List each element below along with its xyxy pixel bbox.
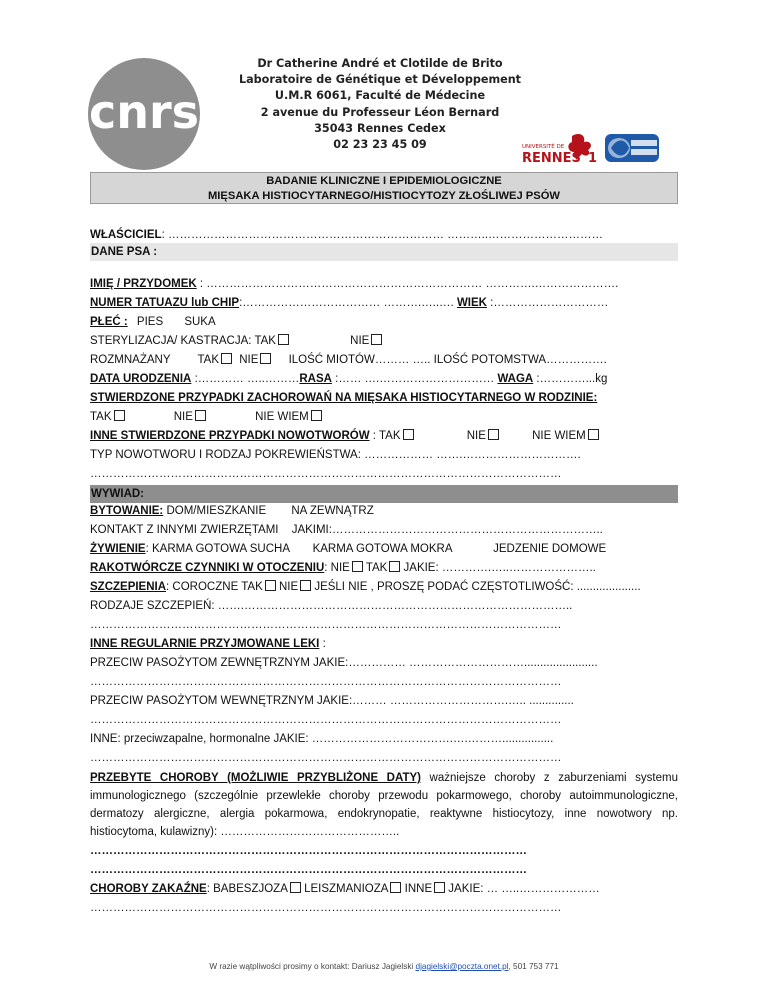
- tattoo-age-field[interactable]: [90, 295, 678, 311]
- other-cases-dontknow-checkbox[interactable]: [588, 429, 599, 440]
- owner-dots: : ……………………………………………………………… ………..…………………………: [161, 229, 604, 241]
- sterilization-no-checkbox[interactable]: [371, 334, 382, 345]
- living-home-option[interactable]: DOM/MIESZKANIE: [163, 505, 267, 517]
- litters-field[interactable]: ILOŚĆ MIOTÓW……… ….. ILOŚĆ POTOMSTWA…………….: [288, 354, 607, 366]
- svg-text:RENNES: RENNES: [522, 151, 581, 166]
- dog-name-field[interactable]: [90, 276, 678, 292]
- age-label: WIEK: [456, 297, 487, 309]
- other-cases-field: [90, 428, 678, 444]
- breeding-label: ROZMNAŻANY: [90, 354, 171, 366]
- lab-line: 02 23 23 45 09: [333, 138, 427, 152]
- footer-text: W razie wątpliwości prosimy o kontakt: Dariusz Jagielski: [209, 962, 416, 971]
- vaccination-no-label: NIE: [278, 581, 299, 593]
- family-no-label: NIE: [173, 411, 193, 423]
- vaccination-no-checkbox[interactable]: [300, 580, 311, 591]
- carcinogens-no-checkbox[interactable]: [352, 561, 363, 572]
- svg-text:cnrs: cnrs: [88, 85, 200, 139]
- dog-name-dots: : ……………………………………………………………… ………….………………….: [196, 278, 619, 290]
- carcinogens-yes-label: TAK: [365, 562, 388, 574]
- breed-label: RASA: [299, 373, 332, 385]
- weight-dots: :…………...kg: [533, 373, 608, 385]
- interview-header: WYWIAD:: [90, 485, 678, 503]
- dob-dots: :………… …..………: [191, 373, 300, 385]
- drugs-suffix: :: [319, 638, 326, 650]
- past-diseases-label: PRZEBYTE CHOROBY (MOŻLIWIE PRZYBLIŻONE DATY): [90, 772, 421, 784]
- contact-label: KONTAKT Z INNYMI ZWIERZĘTAMI: [90, 524, 279, 536]
- sex-field[interactable]: [90, 314, 678, 330]
- footer-email-link[interactable]: djagielski@poczta.onet.pl: [415, 962, 509, 971]
- other-cases-no-label: NIE: [466, 430, 486, 442]
- contact-field[interactable]: [90, 522, 678, 538]
- tattoo-label: NUMER TATUAZU lub CHIP: [90, 297, 240, 309]
- infectious-diseases-field: [90, 881, 678, 897]
- vaccination-label: SZCZEPIENIA: [90, 581, 167, 593]
- carcinogens-which[interactable]: JAKIE: ………….…..…………………..: [400, 562, 596, 574]
- dog-data-header: DANE PSA :: [90, 243, 678, 261]
- leishmaniasis-checkbox[interactable]: [390, 882, 401, 893]
- leishmaniasis-label: LEISZMANIOZA: [300, 883, 389, 895]
- tumor-type-field[interactable]: TYP NOWOTWORU I RODZAJ POKREWIEŃSTWA: ……………… …….………………………….: [90, 449, 581, 461]
- feeding-label: ŻYWIENIE: [90, 543, 146, 555]
- dob-breed-weight-field[interactable]: [90, 371, 678, 387]
- vaccination-yearly-label: : COROCZNE TAK: [166, 581, 263, 593]
- lab-line: 2 avenue du Professeur Léon Bernard: [260, 105, 500, 119]
- lab-line: Laboratoire de Génétique et Développement: [238, 73, 522, 87]
- other-cases-no-checkbox[interactable]: [488, 429, 499, 440]
- other-cases-dontknow-label: NIE WIEM: [532, 430, 586, 442]
- breeding-yes-checkbox[interactable]: [221, 353, 232, 364]
- owner-label-text: WŁAŚCICIEL: [90, 229, 162, 241]
- internal-parasites-dotline[interactable]: ……………………………………………………………………………………………………………: [90, 714, 562, 726]
- genetique-developpement-logo: [603, 130, 661, 166]
- family-cases-question: STWIERDZONE PRZYPADKI ZACHOROWAŃ NA MIĘSAKA HISTIOCYTARNEGO W RODZINIE:: [90, 392, 598, 404]
- other-cases-yes-label: : TAK: [369, 430, 401, 442]
- family-cases-options: [90, 409, 678, 425]
- vaccine-types-dotline[interactable]: ……………………………………………………………………………………………………………: [90, 619, 562, 631]
- past-diseases-dotline-2[interactable]: ……………………………………………………………………………………………………: [90, 864, 527, 876]
- anti-inflammatory-dotline[interactable]: ……………………………………………………………………………………………………………: [90, 752, 562, 764]
- tumor-type-dotline[interactable]: ……………………………………………………………………………………………………………: [90, 468, 562, 480]
- weight-label: WAGA: [497, 373, 534, 385]
- babesiosis-checkbox[interactable]: [290, 882, 301, 893]
- breeding-field: [90, 352, 678, 368]
- living-label: BYTOWANIE:: [90, 505, 164, 517]
- other-infection-label: INNE: [401, 883, 433, 895]
- living-field: [90, 503, 678, 519]
- infection-which[interactable]: JAKIE: … …..…………………: [445, 883, 600, 895]
- sterilization-field: [90, 333, 678, 349]
- lab-line: U.M.R 6061, Faculté de Médecine: [274, 89, 486, 103]
- past-diseases-text: ważniejsze choroby z zaburzeniami systemu immunologicznego (szczególnie przewlekłe choroby przewodu pokarmowego, choroby autoimmunologiczne, dermatozy alergiczne, alergia pokarmowa, endokrynopatie, reaktywne histiocytozy, inne nowotwory np. histiocytoma, kulawizny): ………………………………………..: [90, 772, 678, 838]
- family-no-checkbox[interactable]: [195, 410, 206, 421]
- svg-text:1: 1: [588, 151, 598, 166]
- vaccination-field: [90, 579, 678, 595]
- lab-address: [210, 56, 550, 153]
- feed-dry-option[interactable]: : KARMA GOTOWA SUCHA: [145, 543, 290, 555]
- sterilization-label: STERYLIZACJA/ KASTRACJA: TAK: [90, 335, 276, 347]
- family-yes-checkbox[interactable]: [114, 410, 125, 421]
- breeding-no-checkbox[interactable]: [260, 353, 271, 364]
- form-title-line: BADANIE KLINICZNE I EPIDEMIOLOGICZNE: [266, 175, 502, 187]
- sterilization-no-label: NIE: [350, 335, 370, 347]
- breed-dots: :…… ….…………………………: [331, 373, 498, 385]
- carcinogens-yes-checkbox[interactable]: [389, 561, 400, 572]
- past-diseases-paragraph[interactable]: [90, 769, 678, 841]
- sterilization-yes-checkbox[interactable]: [278, 334, 289, 345]
- vaccine-types-field[interactable]: RODZAJE SZCZEPIEŃ: …….…………………………………………………………………………..: [90, 600, 573, 612]
- family-yes-label: TAK: [90, 411, 112, 423]
- breeding-no-label: NIE: [239, 354, 259, 366]
- sex-option-male[interactable]: PIES: [136, 316, 164, 328]
- vaccination-frequency[interactable]: JEŚLI NIE , PROSZĘ PODAĆ CZĘSTOTLIWOŚĆ: ....................: [311, 581, 641, 593]
- anti-inflammatory-field[interactable]: INNE: przeciwzapalne, hormonalne JAKIE: ……………………………….….………................: [90, 733, 554, 745]
- feed-wet-option[interactable]: KARMA GOTOWA MOKRA: [312, 543, 452, 555]
- rennes-university-logo: [520, 132, 600, 166]
- past-diseases-dotline-1[interactable]: ……………………………………………………………………………………………………: [90, 845, 527, 857]
- babesiosis-label: : BABESZJOZA: [206, 883, 288, 895]
- tattoo-dots: :……………………………… ……….…..….: [239, 297, 457, 309]
- infectious-label: CHOROBY ZAKAŹNE: [90, 883, 207, 895]
- sex-label: PŁEĆ :: [90, 316, 128, 328]
- infectious-dotline[interactable]: ……………………………………………………………………………………………………………: [90, 902, 562, 914]
- contact-which: JAKIMI:……………………………………………………………..: [291, 524, 603, 536]
- lab-line: Dr Catherine André et Clotilde de Brito: [257, 57, 503, 70]
- dob-label: DATA URODZENIA: [90, 373, 192, 385]
- internal-parasites-field[interactable]: PRZECIW PASOŻYTOM WEWNĘTRZNYM JAKIE:……… ………………………….….. ..............: [90, 695, 574, 707]
- family-dontknow-label: NIE WIEM: [255, 411, 309, 423]
- sex-option-female[interactable]: SUKA: [184, 316, 216, 328]
- other-cases-yes-checkbox[interactable]: [403, 429, 414, 440]
- dog-name-label: IMIĘ / PRZYDOMEK: [90, 278, 197, 290]
- external-parasites-field[interactable]: PRZECIW PASOŻYTOM ZEWNĘTRZNYM JAKIE:…………… ………………………….......................: [90, 657, 598, 669]
- svg-text:UNIVERSITÉ DE: UNIVERSITÉ DE: [522, 144, 565, 150]
- lab-line: 35043 Rennes Cedex: [314, 121, 446, 135]
- other-cases-label: INNE STWIERDZONE PRZYPADKI NOWOTWORÓW: [90, 430, 370, 442]
- feed-home-option[interactable]: JEDZENIE DOMOWE: [493, 543, 607, 555]
- living-outside-option[interactable]: NA ZEWNĄTRZ: [291, 505, 374, 517]
- breeding-yes-label: TAK: [197, 354, 220, 366]
- vaccination-yes-checkbox[interactable]: [265, 580, 276, 591]
- cnrs-logo: [86, 56, 206, 172]
- external-parasites-dotline[interactable]: ……………………………………………………………………………………………………………: [90, 676, 562, 688]
- carcinogens-field: [90, 560, 678, 576]
- feeding-field: [90, 541, 678, 557]
- footer-phone: , 501 753 771: [508, 962, 559, 971]
- drugs-heading: [90, 636, 678, 652]
- age-dots: :…………………………: [486, 297, 609, 309]
- carcinogens-no-label: : NIE: [324, 562, 350, 574]
- other-infection-checkbox[interactable]: [434, 882, 445, 893]
- drugs-label: INNE REGULARNIE PRZYJMOWANE LEKI: [90, 638, 320, 650]
- carcinogens-label: RAKOTWÓRCZE CZYNNIKI W OTOCZENIU: [90, 562, 325, 574]
- family-dontknow-checkbox[interactable]: [311, 410, 322, 421]
- footer-contact: [0, 962, 768, 971]
- owner-field[interactable]: [90, 227, 678, 243]
- form-title-box: [90, 172, 678, 204]
- form-title-line: MIĘSAKA HISTIOCYTARNEGO/HISTIOCYTOZY ZŁOŚLIWEJ PSÓW: [207, 190, 560, 202]
